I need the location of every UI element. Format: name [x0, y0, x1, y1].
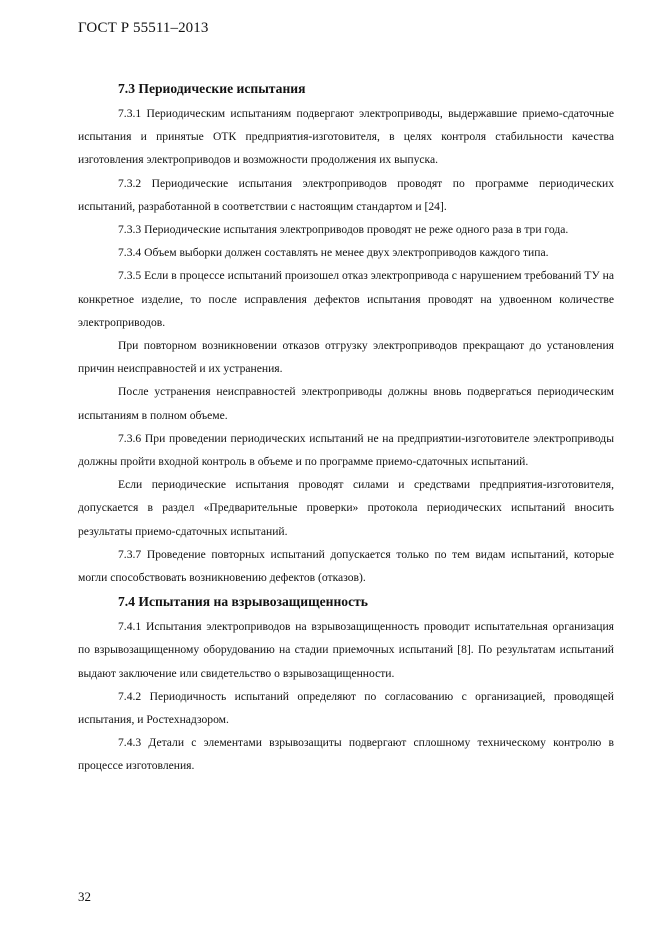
paragraph-7-3-2: 7.3.2 Периодические испытания электроприводов проводят по программе периодических испытаний, разработанной в соответствии с настоящим стандартом и [24]. [78, 176, 614, 213]
paragraph-7-3-6: 7.3.6 При проведении периодических испытаний не на предприятии-изготовителе электроприводы должны пройти входной контроль в объеме и по программе приемо-сдаточных испытаний. [78, 431, 614, 469]
paragraph-7-3-1: 7.3.1 Периодическим испытаниям подвергают электроприводы, выдержавшие приемо-сдаточные испытания и принятые ОТК предприятия-изготовителя, в целях контроля стабильности качества изготовления электроприводов и возможности продолжения их выпуска. [78, 107, 614, 167]
paragraph-7-3-5-after-repair: После устранения неисправностей электроприводы должны вновь подвергаться периодическим испытаниям в полном объеме. [78, 385, 614, 422]
paragraph-7-3-5: 7.3.5 Если в процессе испытаний произошел отказ электропривода с нарушением требований ТУ на конкретное изделие, то после исправления дефектов испытания проводят на удвоенном количестве электроприводов. [78, 269, 614, 329]
paragraph-7-3-3: 7.3.3 Периодические испытания электроприводов проводят не реже одного раза в три года. [118, 223, 569, 237]
paragraph-7-4-3: 7.4.3 Детали с элементами взрывозащиты подвергают сплошному техническому контролю в процессе изготовления. [78, 736, 614, 773]
paragraph-7-3-7: 7.3.7 Проведение повторных испытаний допускается только по тем видам испытаний, которые могли способствовать возникновению дефектов (отказов). [78, 547, 614, 585]
paragraph-7-4-2: 7.4.2 Периодичность испытаний определяют по согласованию с организацией, проводящей испытания, и Ростехнадзором. [78, 689, 614, 727]
paragraph-7-3-5-repeat-failure: При повторном возникновении отказов отгрузку электроприводов прекращают до установления причин неисправностей и их устранения. [78, 339, 614, 376]
page-number: 32 [78, 889, 91, 904]
document-header: ГОСТ Р 55511–2013 [78, 20, 209, 36]
paragraph-7-3-6-manufacturer: Если периодические испытания проводят силами и средствами предприятия-изготовителя, допускается в раздел «Предварительные проверки» протокола периодических испытаний вносить результаты приемо-сдаточных испытаний. [78, 478, 614, 538]
section-heading-7-4: 7.4 Испытания на взрывозащищенность [118, 594, 368, 610]
document-body [78, 78, 614, 778]
paragraph-7-3-4: 7.3.4 Объем выборки должен составлять не менее двух электроприводов каждого типа. [118, 246, 549, 260]
paragraph-7-4-1: 7.4.1 Испытания электроприводов на взрывозащищенность проводит испытательная организация по взрывозащищенному оборудованию на стадии приемочных испытаний [8]. По результатам испытаний выдают заключение или свидетельство о взрывозащищенности. [78, 620, 614, 680]
section-heading-7-3: 7.3 Периодические испытания [118, 81, 306, 96]
